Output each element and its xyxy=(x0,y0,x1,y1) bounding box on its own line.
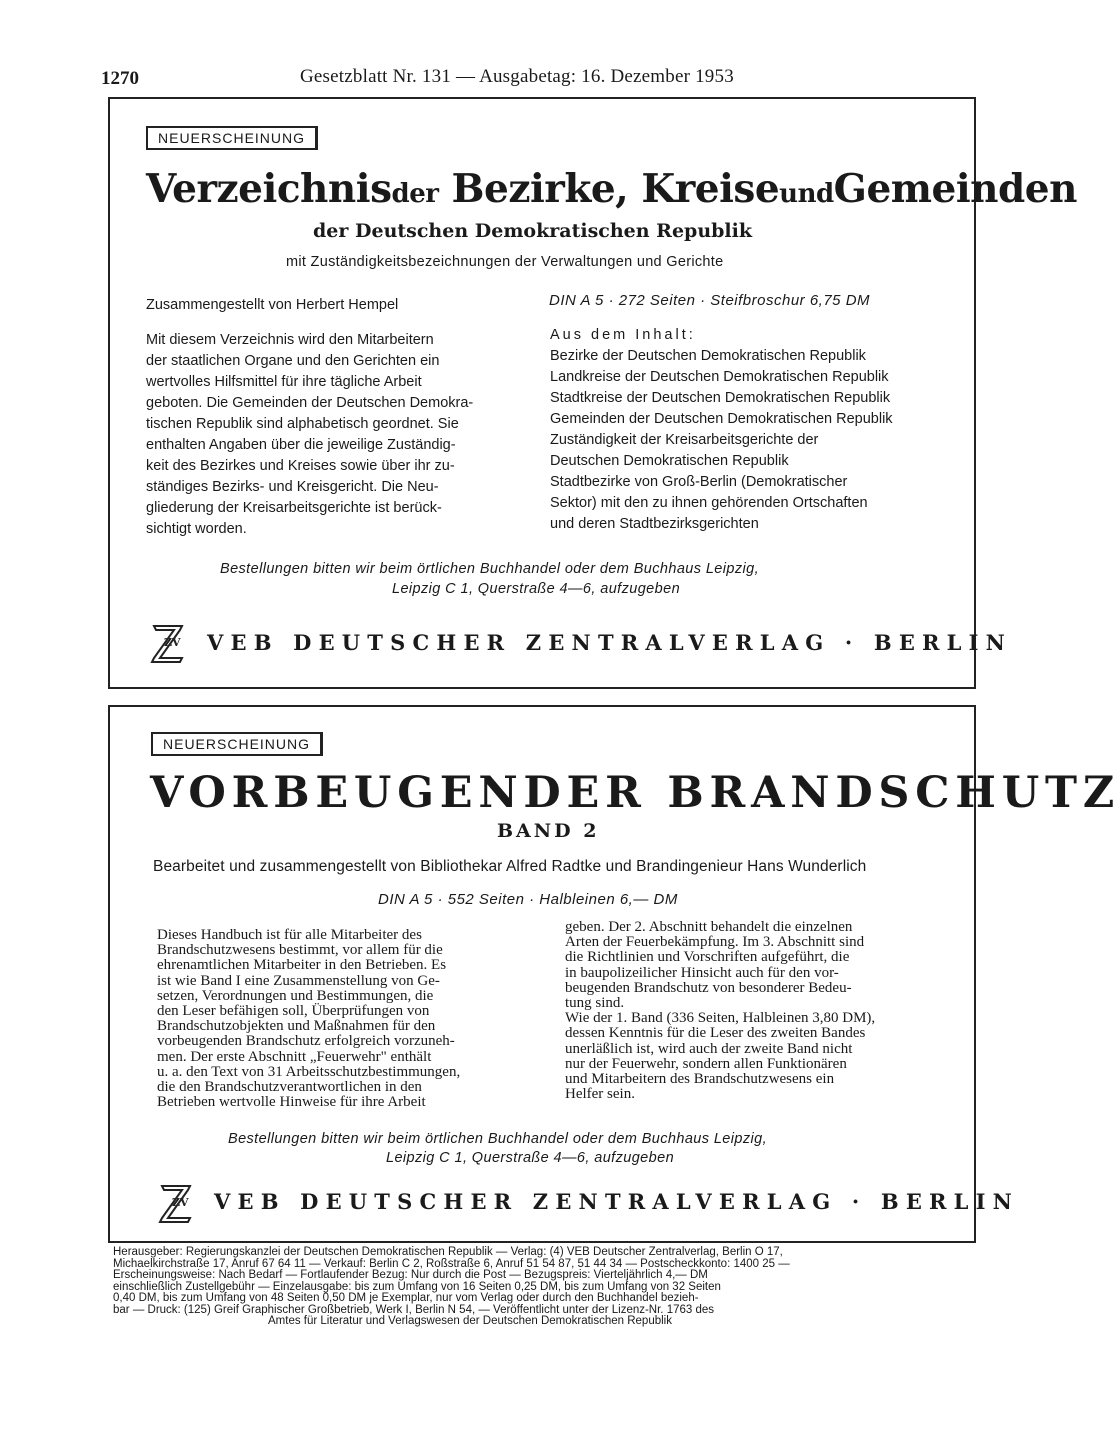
ad2-right-line: unerläßlich ist, wird auch der zweite Band nicht xyxy=(565,1040,853,1057)
new-release-badge: NEUERSCHEINUNG xyxy=(151,732,323,756)
ad1-contents-line: Stadtkreise der Deutschen Demokratischen Republik xyxy=(550,390,891,406)
ad1-description-line: gliederung der Kreisarbeitsgerichte ist berück- xyxy=(146,500,442,516)
ad1-title-part5: Gemeinden xyxy=(833,166,1077,212)
ad1-contents-line: Landkreise der Deutschen Demokratischen Republik xyxy=(550,369,889,385)
ad2-order-line2: Leipzig C 1, Querstraße 4—6, aufzugeben xyxy=(386,1150,675,1166)
ad2-left-line: men. Der erste Abschnitt „Feuerwehr" enthält xyxy=(157,1048,432,1065)
ad2-order-line1: Bestellungen bitten wir beim örtlichen Buchhandel oder dem Buchhaus Leipzig, xyxy=(228,1131,768,1147)
ad2-editors: Bearbeitet und zusammengestellt von Bibliothekar Alfred Radtke und Brandingenieur Hans Wunderlich xyxy=(153,858,867,875)
logo-letters: ZV xyxy=(164,636,181,649)
ad2-right-line: dessen Kenntnis für die Leser des zweiten Bandes xyxy=(565,1025,866,1042)
ad1-contents-line: Stadtbezirke von Groß-Berlin (Demokratischer xyxy=(550,474,848,490)
ad2-right-line: tung sind. xyxy=(565,995,625,1012)
ad2-left-column xyxy=(157,928,527,1110)
ad1-description-line: keit des Bezirkes und Kreises sowie über ihr zu- xyxy=(146,458,455,474)
ad2-left-line: den Leser befähigen soll, Überprüfungen von xyxy=(157,1003,430,1020)
ad1-description-line: wertvolles Hilfsmittel für ihre tägliche Arbeit xyxy=(146,374,422,390)
ad1-title-part3: Bezirke, Kreise xyxy=(451,166,780,212)
imprint-line: Erscheinungsweise: Nach Bedarf — Fortlaufender Bezug: Nur durch die Post — Bezugspreis: Vierteljährlich 4,— DM xyxy=(113,1269,708,1281)
ad2-right-line: in baupolizeilicher Hinsicht auch für den vor- xyxy=(565,964,839,981)
ad2-left-line: Betrieben wertvolle Hinweise für ihre Arbeit xyxy=(157,1094,426,1111)
ad1-description-line: sichtigt worden. xyxy=(146,521,247,537)
ad1-tagline: mit Zuständigkeitsbezeichnungen der Verwaltungen und Gerichte xyxy=(286,254,724,270)
ad2-left-line: setzen, Verordnungen und Bestimmungen, die xyxy=(157,987,434,1004)
ad2-title: VORBEUGENDER BRANDSCHUTZ xyxy=(150,768,1120,818)
ad2-left-line: vorbeugenden Brandschutz erfolgreich vorzuneh- xyxy=(157,1033,455,1050)
publisher-logo-icon xyxy=(158,1180,194,1226)
ad2-right-line: und Mitarbeitern des Brandschutzwesens ein xyxy=(565,1071,835,1088)
ad1-order-line2: Leipzig C 1, Querstraße 4—6, aufzugeben xyxy=(392,581,681,597)
ad1-specs: DIN A 5 · 272 Seiten · Steifbroschur 6,75 DM xyxy=(549,292,871,309)
ad1-contents-line: Gemeinden der Deutschen Demokratischen Republik xyxy=(550,411,893,427)
ad2-left-line: Brandschutzobjekten und Maßnahmen für den xyxy=(157,1018,436,1035)
ad1-order-line1: Bestellungen bitten wir beim örtlichen Buchhandel oder dem Buchhaus Leipzig, xyxy=(220,561,760,577)
imprint-line: 0,40 DM, bis zum Umfang von 48 Seiten 0,50 DM je Exemplar, nur vom Verlag oder durch den Buchhandel bezieh- xyxy=(113,1292,699,1304)
running-head: Gesetzblatt Nr. 131 — Ausgabetag: 16. Dezember 1953 xyxy=(300,66,734,87)
publisher-logo-icon xyxy=(150,620,186,666)
new-release-badge: NEUERSCHEINUNG xyxy=(146,126,318,150)
ad2-left-line: Brandschutzwesens bestimmt, vor allem für die xyxy=(157,942,443,959)
ad2-right-line: Arten der Feuerbekämpfung. Im 3. Abschnitt sind xyxy=(565,934,865,951)
ad1-contents-line: und deren Stadtbezirksgerichten xyxy=(550,516,759,532)
ad2-right-line: Wie der 1. Band (336 Seiten, Halbleinen 3,80 DM), xyxy=(565,1010,876,1027)
publisher-logo xyxy=(150,620,186,666)
imprint-line: bar — Druck: (125) Greif Graphischer Großbetrieb, Werk I, Berlin N 54, — Veröffentlicht unter der Lizenz-Nr. 1763 des xyxy=(113,1303,715,1316)
ad2-right-line: Helfer sein. xyxy=(565,1086,635,1103)
ad1-contents-heading: Aus dem Inhalt: xyxy=(550,327,696,343)
ad2-left-line: ehrenamtlichen Mitarbeiter in den Betrieben. Es xyxy=(157,957,447,974)
ad1-description-line: Mit diesem Verzeichnis wird den Mitarbeitern xyxy=(146,332,434,348)
ad2-right-line: nur der Feuerwehr, sondern allen Funktionären xyxy=(565,1055,847,1072)
ad2-right-line: die Richtlinien und Vorschriften aufgeführt, die xyxy=(565,949,850,966)
imprint-line: Herausgeber: Regierungskanzlei der Deutschen Demokratischen Republik — Verlag: (4) VEB Deutscher Zentralverlag, Berlin O 17, xyxy=(113,1246,783,1258)
ad1-description-line: ständiges Bezirks- und Kreisgericht. Die Neu- xyxy=(146,479,439,495)
ad1-contents-line: Sektor) mit den zu ihnen gehörenden Ortschaften xyxy=(550,495,868,511)
logo-letters: ZV xyxy=(172,1196,189,1209)
ad2-right-column xyxy=(565,920,945,1102)
imprint-line: Amtes für Literatur und Verlagswesen der Deutschen Demokratischen Republik xyxy=(268,1315,672,1327)
ad1-contents-line: Zuständigkeit der Kreisarbeitsgerichte der xyxy=(550,432,819,448)
ad1-description-line: der staatlichen Organe und den Gerichten ein xyxy=(146,353,440,369)
ad2-left-line: Dieses Handbuch ist für alle Mitarbeiter des xyxy=(157,927,422,943)
ad1-title xyxy=(146,166,1077,212)
ad2-left-line: die den Brandschutzverantwortlichen in den xyxy=(157,1079,422,1096)
page-number: 1270 xyxy=(101,68,139,89)
ad1-description xyxy=(146,330,526,540)
ad1-publisher: VEB DEUTSCHER ZENTRALVERLAG · BERLIN xyxy=(207,630,1013,655)
ad2-right-line: geben. Der 2. Abschnitt behandelt die einzelnen xyxy=(565,919,853,935)
ad1-subtitle: der Deutschen Demokratischen Republik xyxy=(313,220,753,242)
imprint-line: einschließlich Zustellgebühr — Einzelausgabe: bis zum Umfang von 16 Seiten 0,25 DM, bis zum Umfang von 32 Seiten xyxy=(113,1280,721,1293)
ad2-right-line: beugenden Brandschutz von besonderer Bedeu- xyxy=(565,979,852,996)
ad2-publisher: VEB DEUTSCHER ZENTRALVERLAG · BERLIN xyxy=(214,1189,1020,1214)
ad1-description-line: geboten. Die Gemeinden der Deutschen Demokra- xyxy=(146,395,474,411)
ad2-volume: BAND 2 xyxy=(497,820,600,842)
imprint-line: Michaelkirchstraße 17, Anruf 67 64 11 — Verkauf: Berlin C 2, Roßstraße 6, Anruf 51 54 87, 51 44 34 — Postscheckkonto: 1400 25 — xyxy=(113,1257,790,1270)
ad1-description-line: tischen Republik sind alphabetisch geordnet. Sie xyxy=(146,416,459,432)
publisher-logo xyxy=(158,1180,194,1226)
ad1-description-line: enthalten Angaben über die jeweilige Zuständig- xyxy=(146,437,456,453)
ad2-left-line: u. a. den Text von 31 Arbeitsschutzbestimmungen, xyxy=(157,1063,461,1080)
ad1-title-part2: der xyxy=(391,179,439,209)
ad2-left-line: ist wie Band I eine Zusammenstellung von Ge- xyxy=(157,972,440,989)
ad1-contents-line: Bezirke der Deutschen Demokratischen Republik xyxy=(550,348,866,364)
ad1-contents-line: Deutschen Demokratischen Republik xyxy=(550,453,789,469)
ad1-contents xyxy=(550,325,950,535)
ad1-title-part1: Verzeichnis xyxy=(146,166,392,212)
imprint xyxy=(113,1247,983,1328)
ad2-specs: DIN A 5 · 552 Seiten · Halbleinen 6,— DM xyxy=(378,891,678,908)
ad1-compiled-by: Zusammengestellt von Herbert Hempel xyxy=(146,297,399,313)
ad1-title-part4: und xyxy=(779,179,834,209)
